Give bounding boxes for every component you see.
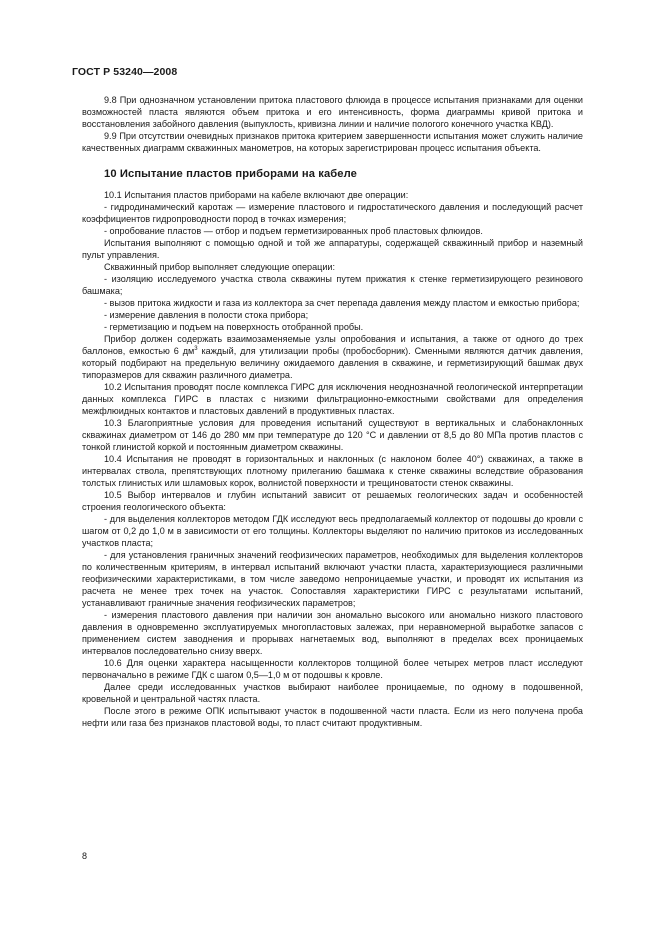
paragraph: Далее среди исследованных участков выбирают наиболее проницаемые, по одному в подошвенной, кровельной и центральной частях пласта.	[82, 682, 583, 704]
paragraph: После этого в режиме ОПК испытывают участок в подошвенной части пласта. Если из него получена проба нефти или газа без признаков пластовой воды, то пласт считают продуктивным.	[82, 706, 583, 728]
document-header: ГОСТ Р 53240—2008	[72, 66, 178, 78]
paragraph-9-8: 9.8 При однозначном установлении притока пластового флюида в процессе испытания признаками для оценки возможностей пласта являются объем притока и его интенсивность, форма диаграммы кривой притока и восстановления забойного давления (выпуклость, кривизна линии и наличие пологого конечного участка КВД).	[82, 95, 583, 129]
section-heading: 10 Испытание пластов приборами на кабеле	[104, 168, 358, 180]
document-body	[82, 94, 583, 729]
list-item: - изоляцию исследуемого участка ствола скважины путем прижатия к стенке герметизирующего резинового башмака;	[82, 274, 583, 296]
list-item: - для выделения коллекторов методом ГДК исследуют весь предполагаемый коллектор от подошвы до кровли с шагом от 0,2 до 1,0 м в зависимости от его толщины. Коллекторы выделяют по наличию притоков из исследованных участков пласта;	[82, 514, 583, 548]
list-item: - опробование пластов — отбор и подъем герметизированных проб пластовых флюидов.	[104, 226, 483, 236]
list-item: - гидродинамический каротаж — измерение пластового и гидростатического давления и последующий расчет коэффициентов гидропроводности пород в точках измерения;	[82, 202, 583, 224]
list-item: - измерение давления в полости стока прибора;	[104, 310, 309, 320]
paragraph-10-4: 10.4 Испытания не проводят в горизонтальных и наклонных (с наклоном более 40°) скважинах, а также в интервалах ствола, препятствующих плотному прилеганию башмака к стенке скважины вследствие образования толстых глинистых или шламовых корок, волнистой поверхности и трещиноватости стенок скважины.	[82, 454, 583, 488]
superscript-3: 3	[194, 345, 198, 352]
list-item: - измерения пластового давления при наличии зон аномально высокого или аномально низкого пластового давления в одновременно эксплуатируемых многопластовых залежах, при неравномерной выработке запасов с применением систем заводнения и прорывах нагнетаемых вод, выполняют в пределах всех проницаемых интервалов последовательно снизу вверх.	[82, 610, 583, 656]
paragraph-10-6: 10.6 Для оценки характера насыщенности коллекторов толщиной более четырех метров пласт исследуют первоначально в режиме ГДК с шагом 0,5—1,0 м от подошвы к кровле.	[82, 658, 583, 680]
paragraph-10-3: 10.3 Благоприятные условия для проведения испытаний существуют в вертикальных и слабонаклонных скважинах диаметром от 146 до 280 мм при температуре до 120 °С и давлении от 8,5 до 80 МПа против пластов с тонкой глинистой коркой и постоянным диаметром скважины.	[82, 418, 583, 452]
list-item: - для установления граничных значений геофизических параметров, необходимых для выделения коллекторов по количественным критериям, в интервал испытаний включают участки пласта, характеризующиеся различными геофизическими характеристиками, в том числе заведомо непроницаемые участки, и проводят их испытания из расчета не менее трех точек на участок. Сопоставляя характеристики ГИРС с результатами испытаний, устанавливают граничные значения геофизических параметров;	[82, 550, 583, 608]
paragraph: Скважинный прибор выполняет следующие операции:	[104, 262, 336, 272]
paragraph-10-2: 10.2 Испытания проводят после комплекса ГИРС для исключения неоднозначной геологической интерпретации данных комплекса ГИРС в пластах с низкими фильтрационно-емкостными свойствами для определения межфлюидных контактов и пластовых давлений в продуктивных пластах.	[82, 382, 583, 416]
paragraph-9-9: 9.9 При отсутствии очевидных признаков притока критерием завершенности испытания может служить наличие качественных диаграмм скважинных манометров, на которых зарегистрирован процесс испытания объекта.	[82, 131, 583, 153]
paragraph-device	[82, 333, 583, 381]
paragraph: Испытания выполняют с помощью одной и той же аппаратуры, содержащей скважинный прибор и наземный пульт управления.	[82, 238, 583, 260]
list-item: - вызов притока жидкости и газа из коллектора за счет перепада давления между пластом и емкостью прибора;	[104, 298, 580, 308]
paragraph-10-1: 10.1 Испытания пластов приборами на кабеле включают две операции:	[104, 190, 409, 200]
paragraph-device-text-b: каждый, для утилизации пробы (пробосборник). Сменными являются датчик давления, который подбирают на предельную величину ожидаемого давления в скважине, и герметизирующий башмак двух типоразмеров для скважин различного диаметра.	[82, 346, 583, 380]
page-number: 8	[82, 851, 88, 861]
paragraph-10-5: 10.5 Выбор интервалов и глубин испытаний зависит от решаемых геологических задач и особенностей строения геологического объекта:	[82, 490, 583, 512]
paragraph-device-text-a: Прибор должен содержать взаимозаменяемые узлы опробования и испытания, а также от одного до трех баллонов, емкостью 6 дм	[82, 334, 583, 356]
list-item: - герметизацию и подъем на поверхность отобранной пробы.	[104, 322, 364, 332]
